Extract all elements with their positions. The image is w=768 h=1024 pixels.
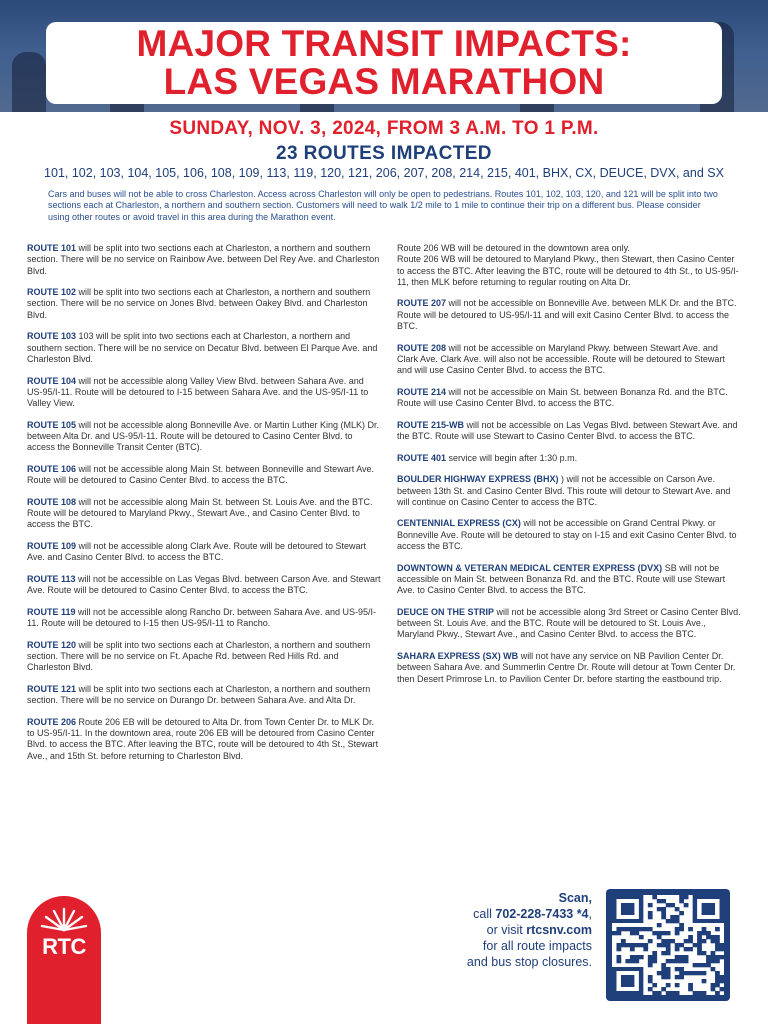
cta-scan: Scan, (558, 891, 592, 905)
route-entry (27, 640, 381, 674)
logo-text: RTC (42, 934, 86, 959)
route-label: ROUTE 106 (27, 463, 77, 474)
qr-code[interactable] (606, 889, 730, 1001)
route-description: 103 will be split into two sections each at Charleston, a northern and southern section. There will be no service on Decatur Blvd. between El Parque Ave. and Charleston Blvd. (27, 331, 378, 364)
route-label: ROUTE 206 (27, 716, 77, 727)
route-206-wb-note: Route 206 WB will be detoured in the downtown area only. (397, 243, 630, 253)
route-entry (397, 420, 741, 443)
route-label: ROUTE 102 (27, 287, 77, 298)
route-description: SB will not be accessible on Main St. between Bonanza Rd. and the BTC. Route will use Stewart Ave. to Casino Center Blvd. to access the BTC. (397, 562, 726, 596)
route-label: ROUTE 208 (397, 342, 447, 353)
route-entry (27, 287, 381, 321)
route-description: will be split into two sections each at Charleston, a northern and southern section. There will be no service on Jones Blvd. between Oakey Blvd. and Charleston Blvd. (27, 287, 371, 320)
qr-code-icon (612, 895, 724, 995)
cta-call-suffix: , (588, 907, 592, 921)
route-entry (27, 541, 381, 564)
cta-call-prefix: call (473, 907, 496, 921)
route-label: ROUTE 108 (27, 496, 77, 507)
route-entry (27, 717, 381, 762)
route-label: ROUTE 119 (27, 606, 76, 617)
cta-line5: and bus stop closures. (466, 955, 592, 969)
route-label: ROUTE 113 (27, 573, 76, 584)
route-description: will be split into two sections each at Charleston, a northern and southern section. There will be no service on Rainbow Ave. between Del Rey Ave. and Charleston Blvd. (27, 243, 380, 276)
route-description: will not be accessible on Maryland Pkwy. between Stewart Ave. and Clark Ave. Clark Ave. will also not be accessible. Route will be detoured to Stewart and will use Casino Center Blvd. to access the BTC. (397, 342, 725, 376)
cta-line4: for all route impacts (482, 939, 592, 953)
routes-impacted-heading: 23 ROUTES IMPACTED (276, 143, 492, 164)
route-label: ROUTE 401 (397, 452, 447, 463)
route-entry (397, 563, 741, 597)
route-label: ROUTE 215-WB (397, 419, 465, 430)
route-description: will not be accessible along Main St. between Bonneville and Stewart Ave. Route will be detoured to Casino Center Blvd. to access the BTC. (27, 463, 375, 486)
page-title-line1: MAJOR TRANSIT IMPACTS: (136, 23, 632, 64)
hero-banner (0, 0, 768, 112)
route-label: CENTENNIAL EXPRESS (CX) (397, 518, 521, 529)
website-link[interactable]: rtcsnv.com (526, 923, 592, 937)
route-description: will not be accessible on Main St. between Bonanza Rd. and the BTC. Route will use Casino Center Blvd. to access the BTC. (397, 386, 728, 409)
route-label: ROUTE 120 (27, 639, 77, 650)
route-entry (397, 518, 741, 552)
route-entry (397, 387, 741, 410)
route-description: will not be accessible along Main St. between St. Louis Ave. and the BTC. Route will be detoured to Maryland Pkwy., Stewart Ave., and Casino Center Blvd. to access the BTC. (27, 496, 373, 530)
route-label: BOULDER HIGHWAY EXPRESS (BHX) (397, 474, 559, 485)
route-entry (27, 420, 381, 454)
event-date: SUNDAY, NOV. 3, 2024, FROM 3 A.M. TO 1 P.M. (169, 118, 599, 139)
route-description: ) will not be accessible on Carson Ave. between 13th St. and Casino Center Blvd. This route will detour to Stewart Ave. and will continue on Casino Center to access the BTC. (397, 474, 731, 507)
route-description: will not be accessible along 3rd Street or Casino Center Blvd. between St. Louis Ave. and the BTC. Route will be detoured to St. Louis Ave., Maryland Pkwy., Stewart Ave., and Casino Center Blvd. to access the BTC. (397, 606, 741, 640)
route-entry (27, 464, 381, 487)
route-label: ROUTE 214 (397, 386, 447, 397)
route-label: ROUTE 105 (27, 419, 77, 430)
route-label: DOWNTOWN & VETERAN MEDICAL CENTER EXPRESS (DVX) (397, 562, 663, 573)
sunburst-icon (39, 906, 89, 932)
route-entry (397, 453, 741, 464)
rtc-logo (27, 896, 101, 1024)
route-label: SAHARA EXPRESS (SX) WB (397, 650, 519, 661)
route-label: ROUTE 109 (27, 541, 77, 552)
route-description: Route 206 WB will be detoured to Maryland Pkwy., then Stewart, then Casino Center to access the BTC. After leaving the BTC, route will be detoured to 4th St., to US-95/I-11, then MLK before returning to regular routing on Alta Dr. (397, 254, 739, 287)
route-entry (397, 474, 741, 508)
route-entry (27, 376, 381, 410)
route-description: will not be accessible on Grand Central Pkwy. or Bonneville Ave. Route will be detoured to stay on I-15 and exit Casino Center Blvd. to access the BTC. (397, 518, 737, 552)
route-entry (397, 343, 741, 377)
route-entry (397, 651, 741, 685)
route-description: will not be accessible along Bonneville Ave. or Martin Luther King (MLK) Dr. between Alta Dr. and US-95/I-11. Route will be detoured to Casino Center Blvd. to access the Bonneville Transit Center (BTC). (27, 419, 380, 453)
route-entry (27, 574, 381, 597)
runner-silhouette (12, 52, 46, 112)
route-description: will be split into two sections each at Charleston, a northern and southern section. There will be no service on Ft. Apache Rd. between Red Hills Rd. and Charleston Blvd. (27, 639, 371, 673)
title-card (46, 22, 722, 104)
cta-visit-prefix: or visit (486, 923, 527, 937)
route-description: will not be accessible on Las Vegas Blvd. between Carson Ave. and Stewart Ave. Route will be detoured to Casino Center Blvd. to access the BTC. (27, 573, 381, 596)
route-label: ROUTE 121 (27, 683, 77, 694)
route-label: ROUTE 207 (397, 298, 447, 309)
route-label: DEUCE ON THE STRIP (397, 606, 495, 617)
route-entry (27, 243, 381, 277)
route-label: ROUTE 104 (27, 375, 77, 386)
route-entry (27, 684, 381, 707)
route-description: will not be accessible along Rancho Dr. between Sahara Ave. and US-95/I-11. Route will be detoured to I-15 then US-95/I-11 to Rancho. (27, 606, 377, 629)
route-label: ROUTE 103 (27, 331, 77, 342)
phone-link[interactable]: 702-228-7433 *4 (495, 907, 589, 921)
route-description: will not have any service on NB Pavilion Center Dr. between Sahara Ave. and Summerlin Centre Dr. Route will detour at Town Center Dr. then Desert Primrose Ln. to Pavilion Center Dr. before starting the eastbound trip. (397, 650, 736, 684)
route-description: will not be accessible on Bonneville Ave. between MLK Dr. and the BTC. Route will be detoured to US-95/I-11 and will exit Casino Center Blvd. to access the BTC. (397, 298, 737, 332)
route-entry (397, 243, 741, 288)
route-entry (397, 298, 741, 332)
page-title-line2: LAS VEGAS MARATHON (163, 61, 605, 102)
impacted-route-list: 101, 102, 103, 104, 105, 106, 108, 109, 113, 119, 120, 121, 206, 207, 208, 214, 215, 401, BHX, CX, DEUCE, DVX, and SX (44, 166, 724, 180)
route-entry (27, 331, 381, 365)
contact-callout (400, 890, 592, 970)
route-description: will not be accessible along Clark Ave. Route will be detoured to Stewart Ave. and Casino Center Blvd. to access the BTC. (27, 541, 367, 563)
route-description: will be split into two sections each at Charleston, a northern and southern section. There will be no service on Durango Dr. between Sahara Ave. and Alta Dr. (27, 683, 371, 706)
route-entry (27, 497, 381, 531)
route-description: will not be accessible on Las Vegas Blvd. between Stewart Ave. and the BTC. Route will use Stewart to Casino Center Blvd. to access the BTC. (397, 419, 738, 442)
crossing-notice: Cars and buses will not be able to cross Charleston. Access across Charleston will only be open to pedestrians. Routes 101, 102, 103, 120, and 121 will be split into two sections each at Charleston, a northern and southern section. Customers will need to walk 1/2 mile to 1 mile to continue their trip on a different bus. Please consider using other routes or avoid travel in this area during the Marathon event. (48, 189, 718, 222)
right-column (397, 243, 741, 695)
route-description: will not be accessible along Valley View Blvd. between Sahara Ave. and US-95/I-11. Route will be detoured to I-15 between Sahara Ave. and the US-95/I-11 to Valley View. (27, 375, 369, 409)
route-entry (27, 607, 381, 630)
route-description: service will begin after 1:30 p.m. (446, 452, 578, 463)
route-label: ROUTE 101 (27, 243, 77, 253)
left-column (27, 243, 381, 772)
route-entry (397, 607, 741, 641)
route-description: Route 206 EB will be detoured to Alta Dr. from Town Center Dr. to MLK Dr. to US-95/I-11. In the downtown area, route 206 EB will be detoured from Casino Center Blvd. to access the BTC. After leaving the BTC, route will be detoured to 4th St., Stewart Ave., and 15th St. before returning to Charleston Blvd. (27, 716, 379, 761)
